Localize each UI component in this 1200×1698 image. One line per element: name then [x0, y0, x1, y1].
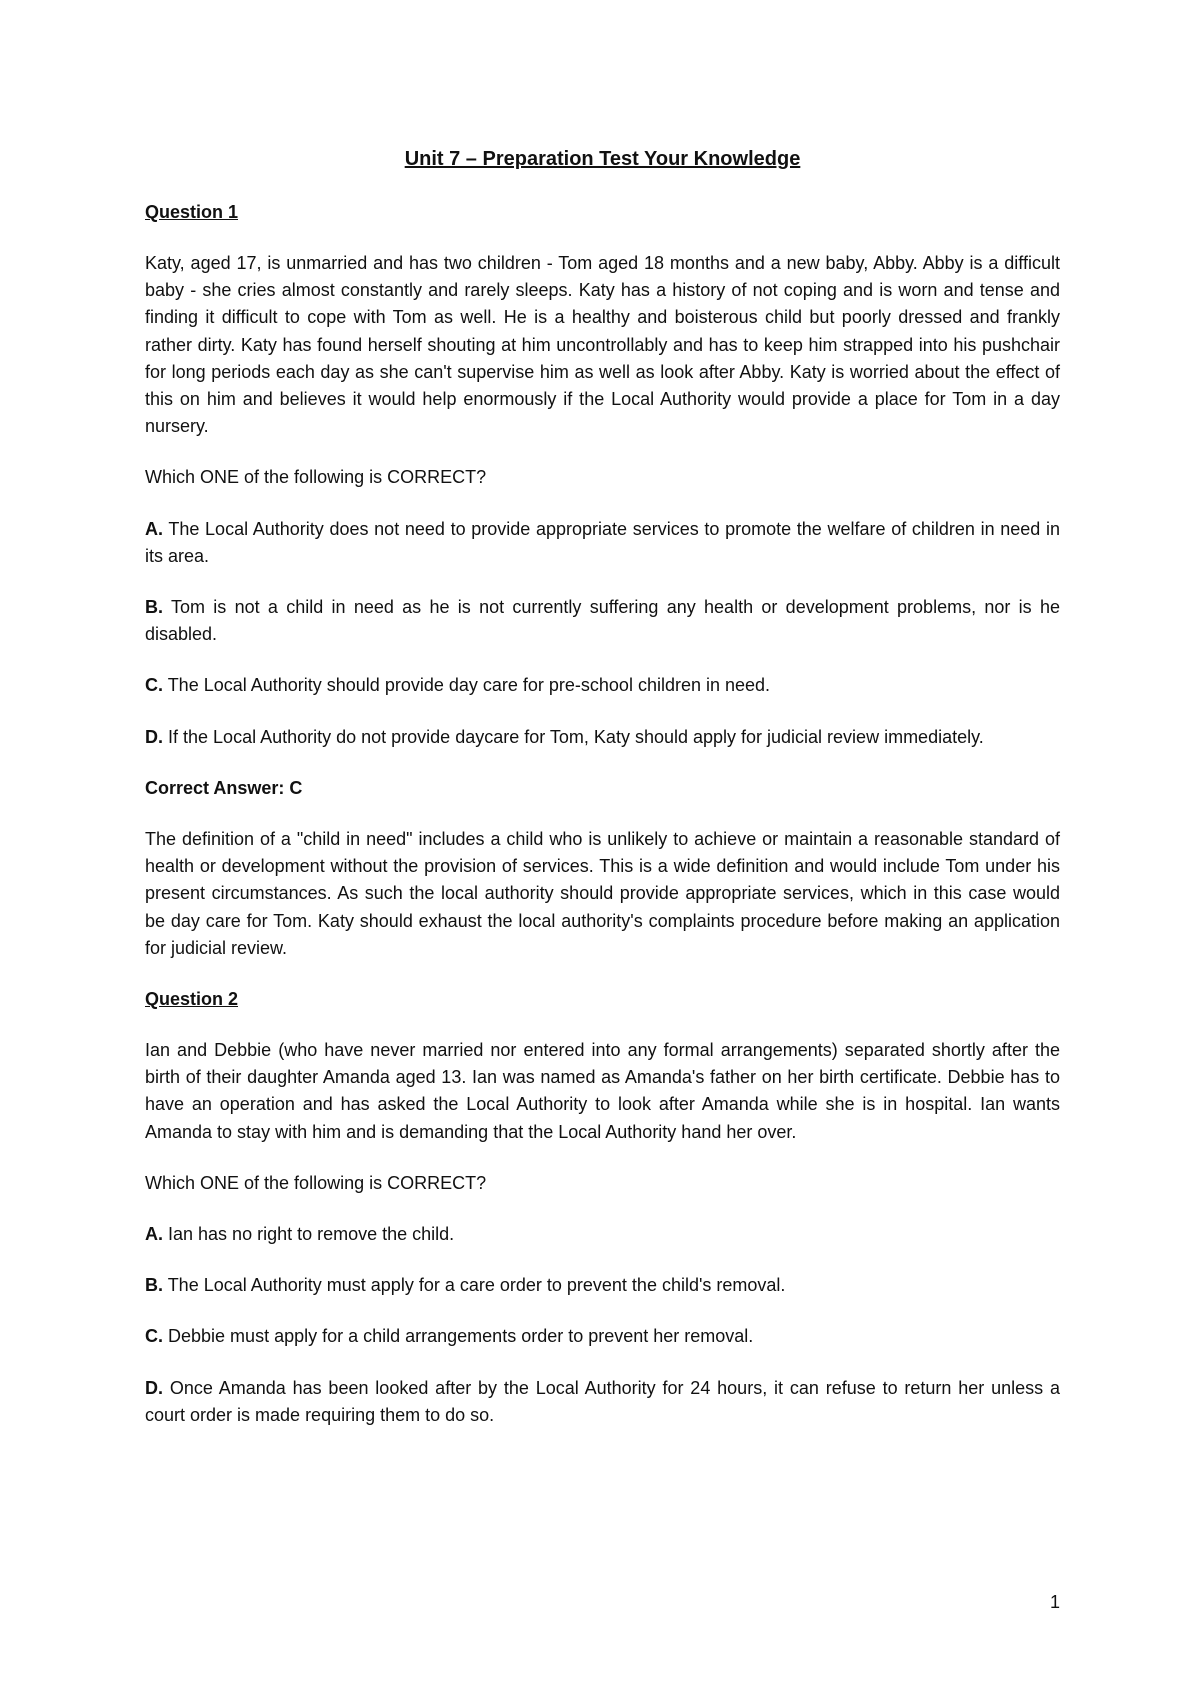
option-letter: A. [145, 1224, 163, 1245]
option-text: The Local Authority should provide day care for pre-school children in need. [167, 675, 771, 696]
option-text: Debbie must apply for a child arrangements order to prevent her removal. [168, 1326, 754, 1347]
question-1-heading: Question 1 [145, 202, 239, 222]
question-2-option-c [145, 1323, 1060, 1350]
option-text: If the Local Authority do not provide daycare for Tom, Katy should apply for judicial review immediately. [168, 726, 984, 747]
option-text: The Local Authority must apply for a care order to prevent the child's removal. [167, 1275, 786, 1296]
option-letter: C. [145, 1326, 163, 1347]
question-2-scenario: Ian and Debbie (who have never married nor entered into any formal arrangements) separated shortly after the birth of their daughter Amanda aged 13. Ian was named as Amanda's father on her birth certificate. Debbie has to have an operation and has asked the Local Authority to look after Amanda while she is in hospital. Ian wants Amanda to stay with him and is demanding that the Local Authority hand her over. [145, 1040, 1060, 1142]
question-1-option-d [145, 724, 1060, 751]
option-letter: D. [145, 1377, 163, 1398]
question-2-option-d [145, 1375, 1060, 1429]
option-letter: C. [145, 675, 163, 696]
question-2-heading: Question 2 [145, 989, 239, 1010]
question-2-option-a [145, 1221, 1060, 1248]
question-1-prompt: Which ONE of the following is CORRECT? [145, 467, 487, 488]
option-letter: A. [145, 518, 163, 539]
question-1-option-c [145, 672, 1060, 699]
question-1-correct-answer: Correct Answer: C [145, 777, 303, 798]
question-1-scenario: Katy, aged 17, is unmarried and has two children - Tom aged 18 months and a new baby, Abby. Abby is a difficult baby - she cries almost constantly and rarely sleeps. Katy has a history of not coping and is worn and tense and finding it difficult to cope with Tom as well. He is a healthy and boisterous child but poorly dressed and frankly rather dirty. Katy has found herself shouting at him uncontrollably and has to keep him strapped into his pushchair for long periods each day as she can't supervise him as well as look after Abby. Katy is worried about the effect of this on him and believes it would help enormously if the Local Authority would provide a place for Tom in a day nursery. [145, 253, 1060, 437]
question-2-prompt: Which ONE of the following is CORRECT? [145, 1172, 487, 1193]
question-1-explanation: The definition of a "child in need" includes a child who is unlikely to achieve or maintain a reasonable standard of health or development without the provision of services. This is a wide definition and would include Tom under his present circumstances. As such the local authority should provide appropriate services, which in this case would be day care for Tom. Katy should exhaust the local authority's complaints procedure before making an application for judicial review. [145, 829, 1060, 958]
document-page [145, 146, 1060, 1453]
option-letter: B. [145, 597, 163, 618]
option-text: Once Amanda has been looked after by the Local Authority for 24 hours, it can refuse to return her unless a court order is made requiring them to do so. [145, 1377, 1060, 1425]
option-letter: D. [145, 726, 163, 747]
option-letter: B. [145, 1275, 163, 1296]
question-1-option-a [145, 516, 1060, 570]
question-2-option-b [145, 1272, 1060, 1299]
question-1-option-b [145, 594, 1060, 648]
document-title: Unit 7 – Preparation Test Your Knowledge [404, 148, 801, 170]
option-text: Tom is not a child in need as he is not currently suffering any health or development problems, nor is he disabled. [145, 597, 1060, 645]
option-text: The Local Authority does not need to provide appropriate services to promote the welfare of children in need in its area. [145, 518, 1060, 566]
option-text: Ian has no right to remove the child. [168, 1224, 455, 1245]
page-number: 1 [1049, 1592, 1060, 1612]
